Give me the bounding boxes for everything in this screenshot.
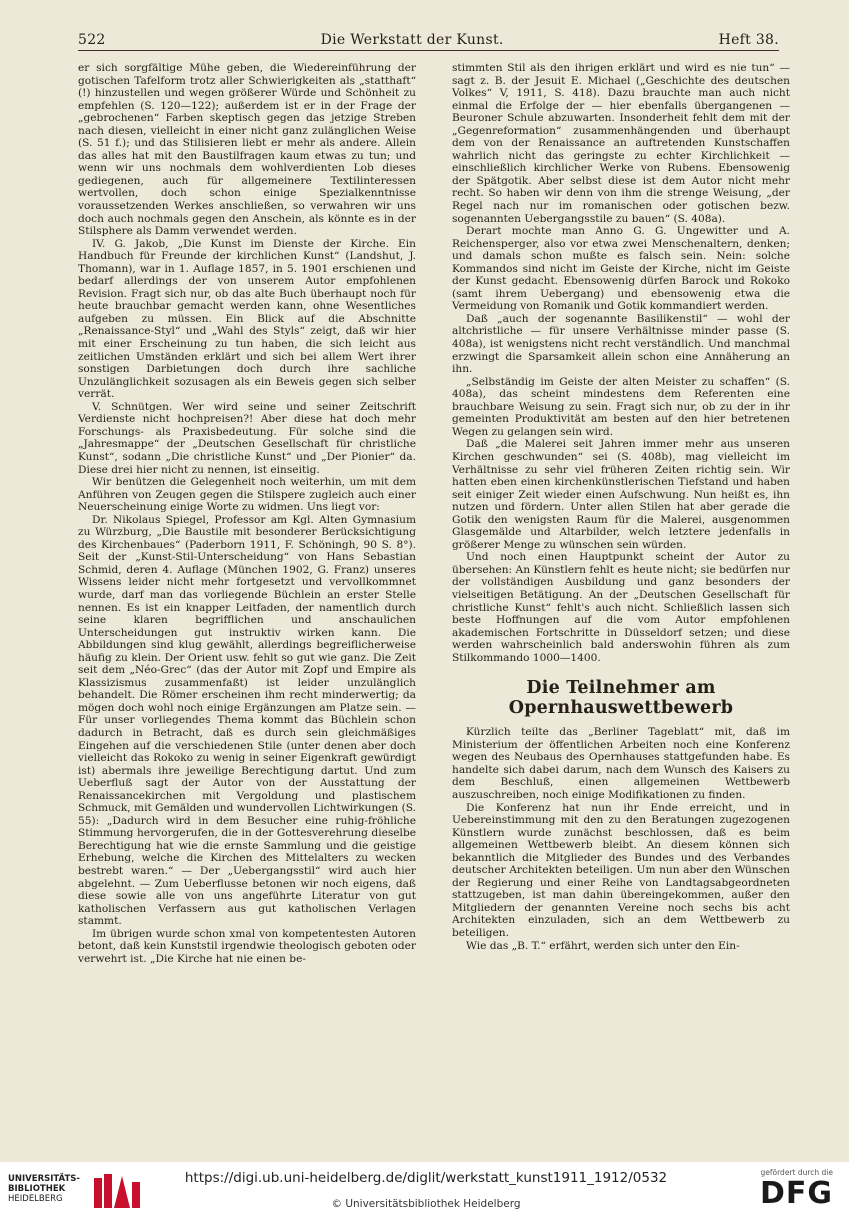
dfg-wordmark: DFG (759, 1176, 833, 1211)
paragraph: stimmten Stil als den ihrigen erklärt und wird es nie tun“ — sagt z. B. der Jesuit E. Michael („Geschichte des deutschen Volkes“ V, 1911, S. 418). Dazu brauchte man auch nicht einmal die Erfolge der — hier ebenfalls übergangenen — Beuroner Schule abzuwarten. Insonderheit fehlt dem mit der „Gegenreformation“ zusammenhängenden und überhaupt dem von der Renaissance an auftretenden Kunstschaffen wahrlich nicht das geringste zu echter Kirchlichkeit — einschließlich kirchlicher Werke von Rubens. Ebensowenig der Spätgotik. Aber selbst diese ist dem Autor nicht mehr recht. So haben wir denn von ihm die strenge Weisung, „der Regel nach nur im romanischen oder gotischen bezw. sogenannten Uebergangsstile zu bauen“ (S. 408a). (452, 62, 790, 225)
paragraph: IV. G. Jakob, „Die Kunst im Dienste der Kirche. Ein Handbuch für Freunde der kirchlichen Kunst“ (Landshut, J. Thomann), war in 1. Auflage 1857, in 5. 1901 erschienen und bedarf allerdings der von unserem Autor empfohlenen Revision. Fragt sich nur, ob das alte Buch überhaupt noch für heute brauchbar gemacht werden kann, ohne Wesentliches aufgeben zu müssen. Ein Blick auf die Abschnitte „Renaissance-Styl“ und „Wahl des Styls“ zeigt, daß wir hier mit einer Erscheinung zu tun haben, die sich leicht aus zeitlichen Umständen erklärt und sich bei allem Wert ihrer sonstigen Darbietungen doch durch ihre sachliche Unzulänglichkeit sozusagen als ein Beweis gegen sich selber verrät. (78, 237, 416, 401)
article-paragraph: Die Konferenz hat nun ihr Ende erreicht, und in Uebereinstimmung mit den zu den Beratungen zugezogenen Künstlern wurde zunächst beschlossen, daß es beim allgemeinen Wettbewerb bleibt. An diesem können sich bekanntlich die Mitglieder des Bundes und des Verbandes deutscher Architekten beteiligen. Um nun aber den Wünschen der Regierung und einer Reihe von Landtagsabgeordneten stattzugeben, ist man dahin übereingekommen, außer den Mitgliedern der genannten Vereine noch sechs bis acht Architekten einzuladen, sich an dem Wettbewerb zu beteiligen. (452, 801, 790, 939)
paragraph: Daß „die Malerei seit Jahren immer mehr aus unseren Kirchen geschwunden“ sei (S. 408b), mag vielleicht im Verhältnisse zu sehr viel früheren Zeiten richtig sein. Wir hatten eben einen kirchenkünstlerischen Tiefstand und haben seit einiger Zeit wieder einen Aufschwung. Nun heißt es, ihn nutzen und fördern. Unter allen Stilen hat aber gerade die Gotik den wenigsten Raum für die Malerei, ausgenommen Glasgemälde und Altarbilder, welch letztere jedenfalls in größerer Menge zu wünschen sein würden. (452, 438, 790, 551)
running-title: Die Werkstatt der Kunst. (320, 32, 504, 48)
article-paragraph: Wie das „B. T.“ erfährt, werden sich unter den Ein- (466, 939, 740, 952)
paragraph: er sich sorgfältige Mühe geben, die Wiedereinführung der gotischen Tafelform trotz aller Schwierigkeiten als „statthaft“ (!) hinzustellen und wegen größerer Würde und Schönheit zu empfehlen (S. 120—122); außerdem ist er in der Frage der „gebrochenen“ Farben skeptisch gegen das jetzige Streben nach diesen, vielleicht in einer nicht ganz zulänglichen Weise (S. 51 f.); und das Stilisieren liebt er mehr als andere. Allein das alles hat mit den Baustilfragen kaum etwas zu tun; und wenn wir uns nochmals dem wohlverdienten Lob dieses gediegenen, auch für allgemeinere Textilinteressen wertvollen, doch schon einige Spezialkenntnisse voraussetzenden Werkes anschließen, so verwahren wir uns doch auch nochmals gegen den Anschein, als könnte es in der Stilsphere als Damm verwendet werden. (78, 62, 416, 238)
right-column (452, 62, 790, 952)
library-logo[interactable] (8, 1172, 148, 1216)
paragraph: Dr. Nikolaus Spiegel, Professor am Kgl. Alten Gymnasium zu Würzburg, „Die Baustile mit besonderer Berücksichtigung des Kirchenbaues“ (Paderborn 1911, F. Schöningh, 90 S. 8°). Seit der „Kunst-Stil-Unterscheidung“ von Hans Sebastian Schmid, deren 4. Auflage (München 1902, G. Franz) unseres Wissens leider nicht mehr fortgesetzt und vervollkommnet wurde, darf man das vorliegende Büchlein an erster Stelle nennen. Es ist ein knapper Leitfaden, der namentlich durch seine klaren begrifflichen und anschaulichen Unterscheidungen gut instruktiv wirken kann. Die Abbildungen sind klug gewählt, allerdings begreiflicherweise häufig zu klein. Der Orient usw. fehlt so gut wie ganz. Die Zeit seit dem „Néo-Grec“ (das der Autor mit Zopf und Empire als Klassizismus zusammenfaßt) ist leider unzulänglich behandelt. Die Römer erscheinen ihm recht minderwertig; da mögen doch wohl noch einige Ergänzungen am Platze sein. — Für unser vorliegendes Thema kommt das Büchlein schon dadurch in Betracht, daß es durch sein gleichmäßiges Eingehen auf die verschiedenen Stile (unter denen aber doch vielleicht das Rokoko zu wenig in seiner Eigenkraft gewürdigt ist) abermals ihre jeweilige Berechtigung dartut. Und zum Ueberfluß sagt der Autor von der Ausstattung der Renaissancekirchen mit Vergoldung und plastischem Schmuck, mit Gemälden und wundervollen Lichtwirkungen (S. 55): „Dadurch wird in dem Besucher eine ruhig-fröhliche Stimmung hervorgerufen, die in der Gottesverehrung dieselbe Berechtigung hat wie die ernste Sammlung und die geistige Erhebung, welche die Kirchen des Mittelalters zu wecken bestrebt waren.“ — Der „Uebergangsstil“ wird auch hier abgelehnt. — Zum Ueberflusse betonen wir noch eigens, daß diese sowie alle von uns angeführte Literatur von gut katholischen Verfassern aus gut katholischen Verlagen stammt. (78, 513, 416, 928)
paragraph: Und noch einen Hauptpunkt scheint der Autor zu übersehen: An Künstlern fehlt es heute nicht; sie bedürfen nur der vollständigen Ausbildung und ganz besonders der vielseitigen Betätigung. An der „Deutschen Gesellschaft für christliche Kunst“ fehlt's auch nicht. Schließlich lassen sich beste Hoffnungen auf die vom Autor empfohlenen akademischen Fortschritte in Düsseldorf setzen; und diese werden wahrscheinlich bald anderswohin führen als zum Stilkommando 1000—1400. (452, 551, 790, 664)
paragraph: V. Schnütgen. Wer wird seine und seiner Zeitschrift Verdienste nicht hochpreisen?! Aber diese hat doch mehr Forschungs- als Praxisbedeutung. Für solche sind die „Jahresmappe“ der „Deutschen Gesellschaft für christliche Kunst“, sodann „Die christliche Kunst“ und „Der Pionier“ da. Diese drei hier nicht zu nennen, ist einseitig. (78, 400, 416, 476)
article-paragraph: Kürzlich teilte das „Berliner Tageblatt“ mit, daß im Ministerium der öffentlichen Arbeiten noch eine Konferenz wegen des Neubaus des Opernhauses stattgefunden habe. Es handelte sich dabei darum, nach dem Wunsch des Kaisers zu dem Beschluß, einen allgemeinen Wettbewerb auszuschreiben, noch einige Modifikationen zu finden. (452, 726, 790, 801)
permalink-url[interactable]: https://digi.ub.uni-heidelberg.de/diglit/werkstatt_kunst1911_1912/0532 (184, 1170, 668, 1186)
library-emblem-icon (92, 1172, 142, 1212)
running-header (78, 20, 779, 48)
paragraph: „Selbständig im Geiste der alten Meister zu schaffen“ (S. 408a), das scheint mindestens dem Referenten eine brauchbare Weisung zu sein. Fragt sich nur, ob zu der in ihr gemeinten Produktivität am besten auf den hier betretenen Wegen zu gelangen sein wird. (452, 375, 790, 438)
issue-number: Heft 38. (718, 32, 779, 48)
article-title: Die Teilnehmer am Opernhauswettbewerb (508, 678, 734, 719)
library-name: UNIVERSITÄTS- BIBLIOTHEK HEIDELBERG (8, 1174, 80, 1204)
paragraph: Im übrigen wurde schon xmal von kompetentesten Autoren betont, daß kein Kunststil irgendwie theologisch geboten oder verwehrt ist. „Die Kirche hat nie einen be- (78, 927, 416, 965)
paragraph: Wir benützen die Gelegenheit noch weiterhin, um mit dem Anführen von Zeugen gegen die Stilspere zugleich auch einer Neuerscheinung einige Worte zu widmen. Uns liegt vor: (78, 476, 416, 514)
paragraph: Daß „auch der sogenannte Basilikenstil“ — wohl der altchristliche — für unsere Verhältnisse minder passe (S. 408a), ist wenigstens nicht recht verständlich. Und manchmal erzwingt die Sparsamkeit allein schon eine Annäherung an ihn. (452, 312, 790, 376)
page-number: 522 (78, 32, 106, 48)
left-column (78, 62, 416, 965)
dfg-logo[interactable] (747, 1168, 833, 1218)
paragraph: Derart mochte man Anno G. G. Ungewitter und A. Reichensperger, also vor etwa zwei Menschenaltern, denken; und damals schon mußte es falsch sein. Nein: solche Kommandos sind nicht im Geiste der Kirche, nicht im Geiste der Kunst gedacht. Ebensowenig dürfen Barock und Rokoko (samt ihrem Uebergang) und ebensowenig etwa die Vermeidung von Romanik und Gotik kommandiert werden. (452, 225, 790, 313)
header-rule (78, 50, 779, 51)
funding-note: gefördert durch die (760, 1168, 833, 1177)
copyright-notice: © Universitätsbibliothek Heidelberg (331, 1198, 521, 1210)
viewer-footer (0, 1162, 849, 1222)
